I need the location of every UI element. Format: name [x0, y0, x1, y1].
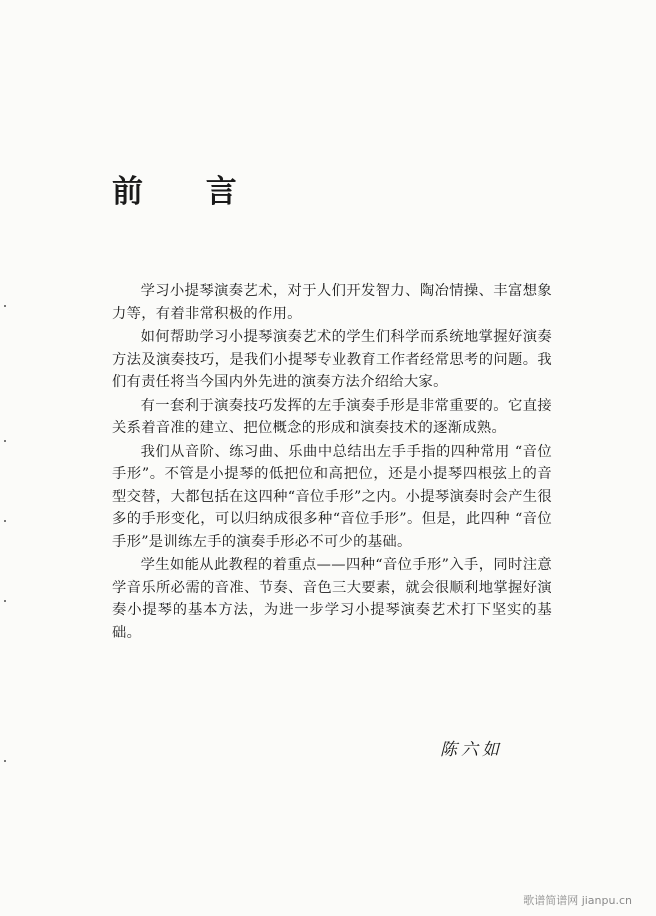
paragraph: 学生如能从此教程的着重点——四种“音位手形”入手，同时注意学音乐所必需的音准、节奏、音色三大要素，就会很顺利地掌握好演奏小提琴的基本方法，为进一步学习小提琴演奏艺术打下坚实的基础。 [112, 557, 552, 641]
author-signature: 陈六如 [440, 740, 503, 760]
paragraph: 我们从音阶、练习曲、乐曲中总结出左手手指的四种常用 “音位手形”。不管是小提琴的低把位和高把位，还是小提琴四根弦上的音型交替，大都包括在这四种“音位手形”之内。小提琴演奏时会产生很多的手形变化，可以归纳成很多种“音位手形”。但是，此四种 “音位手形”是训练左手的演奏手形必不可少的基础。 [112, 443, 552, 550]
scan-speck [4, 600, 6, 602]
watermark-text: 歌谱简谱网 jianpu.cn [523, 894, 632, 907]
scan-speck [4, 440, 6, 442]
page-title: 前 言 [112, 174, 263, 210]
paragraph: 有一套利于演奏技巧发挥的左手演奏手形是非常重要的。它直接关系着音准的建立、把位概念的形成和演奏技术的逐渐成熟。 [112, 397, 552, 436]
paragraph: 如何帮助学习小提琴演奏艺术的学生们科学而系统地掌握好演奏方法及演奏技巧，是我们小提琴专业教育工作者经常思考的问题。我们有责任将当今国内外先进的演奏方法介绍给大家。 [112, 329, 552, 390]
scan-speck [4, 305, 6, 307]
scan-speck [4, 760, 6, 762]
scan-speck [4, 520, 6, 522]
paragraph: 学习小提琴演奏艺术，对于人们开发智力、陶冶情操、丰富想象力等，有着非常积极的作用。 [112, 283, 552, 322]
preface-body [112, 280, 552, 645]
